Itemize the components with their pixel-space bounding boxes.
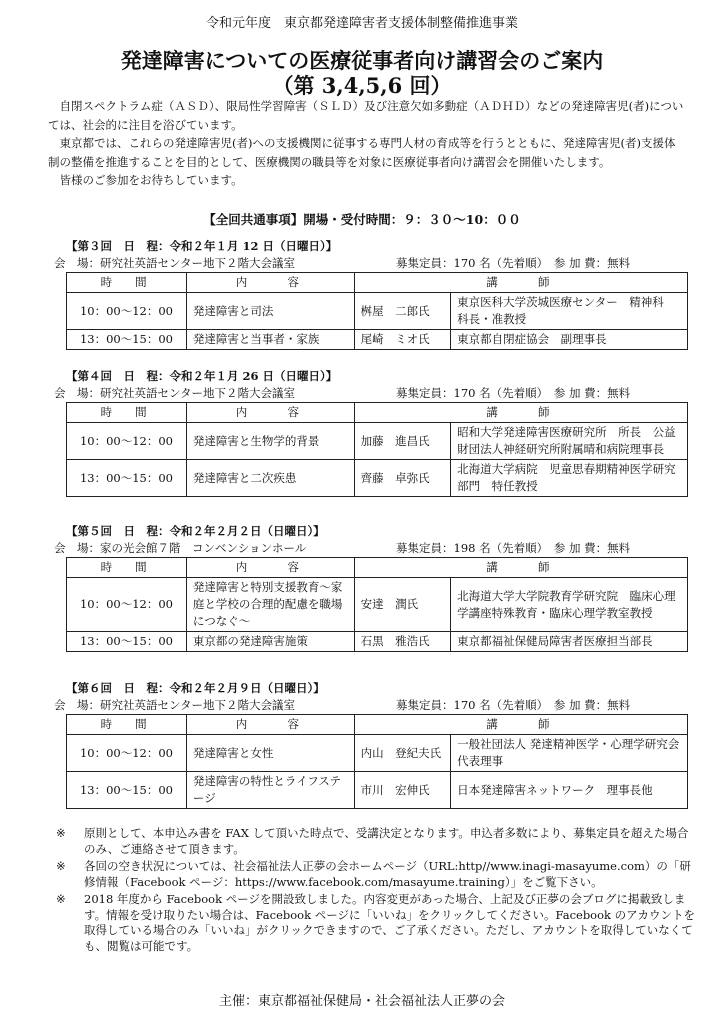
note-mark: ※ <box>56 859 66 873</box>
row-content: 発達障害と生物学的背景 <box>186 423 354 460</box>
table-row <box>67 735 688 772</box>
table-row <box>67 578 688 632</box>
note-mark: ※ <box>56 826 66 840</box>
table-row <box>67 423 688 460</box>
note-text: 2018 年度から Facebook ページを開設致しました。内容変更があった場合、上記及び正夢の会ブログに掲載致します。情報を受け取りたい場合は、Facebook ページに「いいね」をクリックしてください。Facebook のアカウントを取得している場合のみ「いいね」がクリックできますので、ご了承ください。ただし、アカウントを取得していなくても、閲覧は可能です。 <box>84 892 696 953</box>
row-time: 13：00〜15：00 <box>67 330 187 350</box>
row-content: 発達障害の特性とライフステージ <box>186 772 354 809</box>
schedule-table <box>66 557 688 652</box>
row-lecturer-affiliation: 東京医科大学茨城医療センター 精神科 科長・准教授 <box>451 293 688 330</box>
session-4 <box>54 368 696 497</box>
row-lecturer-name: 齊藤 卓弥氏 <box>354 460 451 497</box>
table-row <box>67 460 688 497</box>
venue-text: 会 場：研究社英語センター地下２階大会議室 <box>54 386 296 400</box>
intro-paragraph-2: 東京都では、これらの発達障害児(者)への支援機関に従事する専門人材の育成等を行うとともに、発達障害児(者)支援体制の整備を推進することを目的として、医療機関の職員等を対象に医療従事者向け講習会を開催いたします。 <box>48 136 676 169</box>
intro-text <box>48 97 684 190</box>
schedule-table <box>66 714 691 809</box>
row-content: 発達障害と当事者・家族 <box>186 330 354 350</box>
header-content: 内 容 <box>186 273 354 293</box>
row-lecturer-affiliation: 北海道大学病院 児童思春期精神医学研究部門 特任教授 <box>451 460 688 497</box>
header-time: 時 間 <box>67 558 187 578</box>
organizer-footer: 主催：東京都福祉保健局・社会福祉法人正夢の会 <box>218 994 505 1009</box>
header-lecturer: 講 師 <box>354 715 687 735</box>
row-content: 発達障害と司法 <box>186 293 354 330</box>
schedule-table <box>66 272 688 350</box>
program-line: 令和元年度 東京都発達障害者支援体制整備推進事業 <box>205 16 518 31</box>
venue-text: 会 場：研究社英語センター地下２階大会議室 <box>54 256 296 270</box>
session-heading: 【第４回 日 程：令和２年１月 26 日（日曜日）】 <box>66 369 338 383</box>
session-venue-line <box>54 697 696 714</box>
schedule-table <box>66 402 688 497</box>
note-text: 原則として、本申込み書を FAX して頂いた時点で、受講決定となります。申込者多数により、募集定員を超えた場合のみ、ご連絡させて頂きます。 <box>84 826 689 856</box>
common-info: 【全回共通事項】開場・受付時間：９：３０〜10：００ <box>203 212 521 227</box>
intro-paragraph-3: 皆様のご参加をお待ちしています。 <box>59 173 243 187</box>
header-time: 時 間 <box>67 273 187 293</box>
table-row <box>67 293 688 330</box>
row-lecturer-affiliation: 日本発達障害ネットワーク 理事長他 <box>451 772 688 809</box>
row-time: 10：00〜12：00 <box>67 293 187 330</box>
row-lecturer-affiliation: 東京都自閉症協会 副理事長 <box>451 330 688 350</box>
notes-section <box>56 826 696 956</box>
table-header-row <box>67 273 688 293</box>
table-row <box>67 632 688 652</box>
row-lecturer-name: 桝屋 二郎氏 <box>354 293 451 330</box>
row-content: 発達障害と二次疾患 <box>186 460 354 497</box>
row-lecturer-name: 加藤 進昌氏 <box>354 423 451 460</box>
row-lecturer-affiliation: 昭和大学発達障害医療研究所 所長 公益財団法人神経研究所附属晴和病院理事長 <box>451 423 688 460</box>
row-lecturer-affiliation: 北海道大学大学院教育学研究院 臨床心理学講座特殊教育・臨床心理学教室教授 <box>451 578 688 632</box>
capacity-text: 募集定員：170 名（先着順） 参 加 費：無料 <box>396 698 631 712</box>
row-time: 10：00〜12：00 <box>67 735 187 772</box>
row-lecturer-affiliation: 一般社団法人 発達精神医学・心理学研究会 代表理事 <box>451 735 688 772</box>
session-venue-line <box>54 385 696 402</box>
header-lecturer: 講 師 <box>354 273 687 293</box>
table-row <box>67 772 688 809</box>
row-lecturer-name: 尾崎 ミオ氏 <box>354 330 451 350</box>
venue-text: 会 場：研究社英語センター地下２階大会議室 <box>54 698 296 712</box>
table-row <box>67 330 688 350</box>
session-5 <box>54 523 696 652</box>
row-lecturer-affiliation: 東京都福祉保健局障害者医療担当部長 <box>451 632 688 652</box>
header-content: 内 容 <box>186 715 354 735</box>
header-time: 時 間 <box>67 403 187 423</box>
row-content: 発達障害と女性 <box>186 735 354 772</box>
row-content: 東京都の発達障害施策 <box>186 632 354 652</box>
row-time: 10：00〜12：00 <box>67 578 187 632</box>
row-lecturer-name: 安達 潤氏 <box>354 578 451 632</box>
table-header-row <box>67 403 688 423</box>
row-lecturer-name: 内山 登紀夫氏 <box>354 735 451 772</box>
row-time: 13：00〜15：00 <box>67 460 187 497</box>
capacity-text: 募集定員：170 名（先着順） 参 加 費：無料 <box>396 256 631 270</box>
row-time: 13：00〜15：00 <box>67 772 187 809</box>
row-time: 10：00〜12：00 <box>67 423 187 460</box>
note-item <box>56 859 696 890</box>
session-3 <box>54 238 696 350</box>
table-header-row <box>67 715 688 735</box>
note-item <box>56 892 696 954</box>
capacity-text: 募集定員：170 名（先着順） 参 加 費：無料 <box>396 386 631 400</box>
header-lecturer: 講 師 <box>354 558 687 578</box>
session-venue-line <box>54 540 696 557</box>
intro-paragraph-1: 自閉スペクトラム症（ＡＳＤ）、限局性学習障害（ＳＬＤ）及び注意欠如多動症（ＡＤＨＤ）などの発達障害児(者)については、社会的に注目を浴びています。 <box>48 99 684 132</box>
note-item <box>56 826 696 857</box>
note-mark: ※ <box>56 892 66 906</box>
venue-text: 会 場：家の光会館７階 コンベンションホール <box>54 541 307 555</box>
row-content: 発達障害と特別支援教育〜家庭と学校の合理的配慮を職場につなぐ〜 <box>186 578 354 632</box>
row-time: 13：00〜15：00 <box>67 632 187 652</box>
table-header-row <box>67 558 688 578</box>
session-heading: 【第３回 日 程：令和２年１月 12 日（日曜日）】 <box>66 239 338 253</box>
session-heading: 【第６回 日 程：令和２年２月９日（日曜日）】 <box>66 681 325 695</box>
row-lecturer-name: 市川 宏伸氏 <box>354 772 451 809</box>
capacity-text: 募集定員：198 名（先着順） 参 加 費：無料 <box>396 541 631 555</box>
row-lecturer-name: 石黒 雅浩氏 <box>354 632 451 652</box>
page-title: 発達障害についての医療従事者向け講習会のご案内 <box>120 48 604 73</box>
session-venue-line <box>54 255 696 272</box>
session-6 <box>54 680 696 809</box>
header-time: 時 間 <box>67 715 187 735</box>
header-content: 内 容 <box>186 558 354 578</box>
header-content: 内 容 <box>186 403 354 423</box>
note-text: 各回の空き状況については、社会福祉法人正夢の会ホームページ（URL:http//www.inagi-masayume.com）の「研修情報（Facebook ページ：https://www.facebook.com/masayume.training）」をご覧下さい。 <box>84 859 691 889</box>
session-heading: 【第５回 日 程：令和２年２月２日（日曜日）】 <box>66 524 325 538</box>
header-lecturer: 講 師 <box>354 403 687 423</box>
page-subtitle: （第 3,4,5,6 回） <box>272 73 452 98</box>
